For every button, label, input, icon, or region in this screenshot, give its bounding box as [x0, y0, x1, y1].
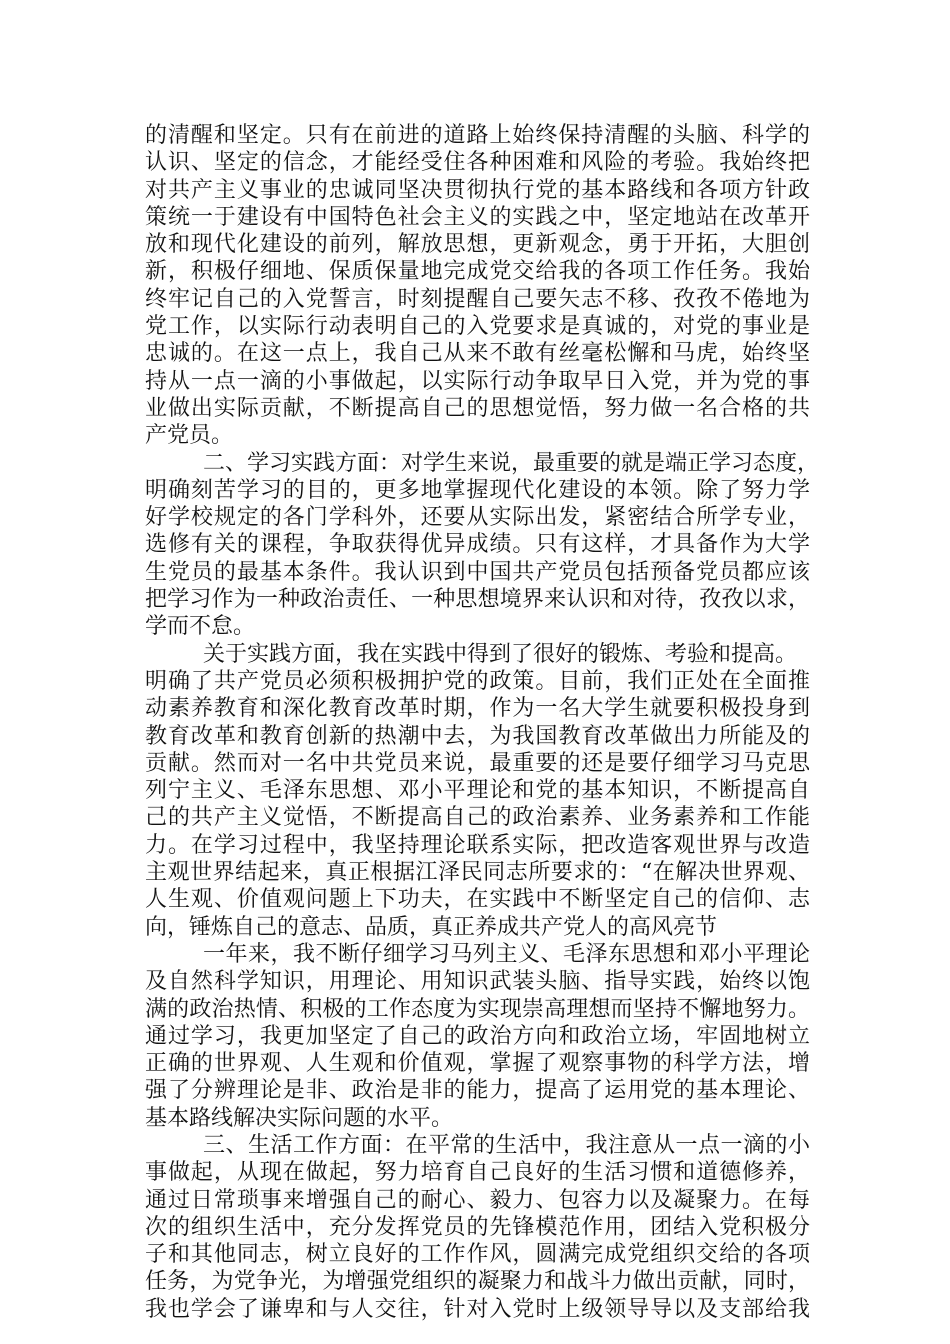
text-line: 选修有关的课程，争取获得优异成绩。只有这样，才具备作为大学 — [145, 532, 810, 558]
text-line: 动素养教育和深化教育改革时期，作为一名大学生就要积极投身到 — [145, 696, 810, 722]
text-line: 忠诚的。在这一点上，我自己从来不敢有丝毫松懈和马虎，始终坚 — [145, 341, 810, 367]
text-line: 新，积极仔细地、保质保量地完成党交给我的各项工作任务。我始 — [145, 259, 810, 285]
text-line: 列宁主义、毛泽东思想、邓小平理论和党的基本知识，不断提高自 — [145, 778, 810, 804]
text-line: 贡献。然而对一名中共党员来说，最重要的还是要仔细学习马克思 — [145, 750, 810, 776]
document-body — [145, 122, 820, 1323]
text-line: 向，锤炼自己的意志、品质，真正养成共产党人的高风亮节 — [145, 914, 718, 940]
paragraph-first-line: 三、生活工作方面：在平常的生活中，我注意从一点一滴的小 — [203, 1132, 810, 1158]
text-line: 认识、坚定的信念，才能经受住各种困难和风险的考验。我始终把 — [145, 150, 810, 176]
text-line: 己的共产主义觉悟，不断提高自己的政治素养、业务素养和工作能 — [145, 805, 810, 831]
text-line: 明确了共产党员必须积极拥护党的政策。目前，我们正处在全面推 — [145, 668, 810, 694]
text-line: 及自然科学知识，用理论、用知识武装头脑、指导实践，始终以饱 — [145, 969, 810, 995]
text-line: 持从一点一滴的小事做起，以实际行动争取早日入党，并为党的事 — [145, 368, 810, 394]
text-line: 事做起，从现在做起，努力培育自己良好的生活习惯和道德修养， — [145, 1160, 810, 1186]
text-line: 教育改革和教育创新的热潮中去，为我国教育改革做出力所能及的 — [145, 723, 810, 749]
text-line: 次的组织生活中，充分发挥党员的先锋模范作用，团结入党积极分 — [145, 1214, 810, 1240]
text-line: 把学习作为一种政治责任、一种思想境界来认识和对待，孜孜以求， — [145, 587, 810, 613]
text-line: 力。在学习过程中，我坚持理论联系实际，把改造客观世界与改造 — [145, 832, 810, 858]
text-line: 策统一于建设有中国特色社会主义的实践之中，坚定地站在改革开 — [145, 204, 810, 230]
text-line: 主观世界结起来，真正根据江泽民同志所要求的：“在解决世界观、 — [145, 860, 810, 886]
text-line: 强了分辨理论是非、政治是非的能力，提高了运用党的基本理论、 — [145, 1078, 810, 1104]
text-line: 通过学习，我更加坚定了自己的政治方向和政治立场，牢固地树立 — [145, 1023, 810, 1049]
text-line: 产党员。 — [145, 423, 234, 449]
text-line: 明确刻苦学习的目的，更多地掌握现代化建设的本领。除了努力学 — [145, 477, 810, 503]
text-line: 对共产主义事业的忠诚同坚决贯彻执行党的基本路线和各项方针政 — [145, 177, 810, 203]
paragraph-first-line: 一年来，我不断仔细学习马列主义、毛泽东思想和邓小平理论 — [203, 941, 810, 967]
text-line: 放和现代化建设的前列，解放思想，更新观念，勇于开拓，大胆创 — [145, 232, 810, 258]
text-line: 子和其他同志，树立良好的工作作风，圆满完成党组织交给的各项 — [145, 1242, 810, 1268]
text-line: 业做出实际贡献，不断提高自己的思想觉悟，努力做一名合格的共 — [145, 395, 810, 421]
text-line: 基本路线解决实际问题的水平。 — [145, 1105, 454, 1131]
text-line: 终牢记自己的入党誓言，时刻提醒自己要矢志不移、孜孜不倦地为 — [145, 286, 810, 312]
text-line: 生党员的最基本条件。我认识到中国共产党员包括预备党员都应该 — [145, 559, 810, 585]
paragraph-first-line: 二、学习实践方面：对学生来说，最重要的就是端正学习态度， — [203, 450, 820, 476]
text-line: 正确的世界观、人生观和价值观，掌握了观察事物的科学方法，增 — [145, 1051, 810, 1077]
text-line: 的清醒和坚定。只有在前进的道路上始终保持清醒的头脑、科学的 — [145, 123, 810, 148]
text-line: 学而不怠。 — [145, 614, 256, 640]
text-line: 好学校规定的各门学科外，还要从实际出发，紧密结合所学专业， — [145, 505, 810, 531]
text-line: 我也学会了谦卑和与人交往，针对入党时上级领导导以及支部给我 — [145, 1296, 810, 1322]
text-line: 任务，为党争光，为增强党组织的凝聚力和战斗力做出贡献，同时， — [145, 1269, 810, 1295]
paragraph-first-line: 关于实践方面，我在实践中得到了很好的锻炼、考验和提高。 — [203, 641, 798, 667]
text-line: 党工作，以实际行动表明自己的入党要求是真诚的，对党的事业是 — [145, 314, 810, 340]
text-line: 满的政治热情、积极的工作态度为实现崇高理想而坚持不懈地努力。 — [145, 996, 810, 1022]
text-line: 通过日常琐事来增强自己的耐心、毅力、包容力以及凝聚力。在每 — [145, 1187, 810, 1213]
text-line: 人生观、价值观问题上下功夫，在实践中不断坚定自己的信仰、志 — [145, 887, 810, 913]
